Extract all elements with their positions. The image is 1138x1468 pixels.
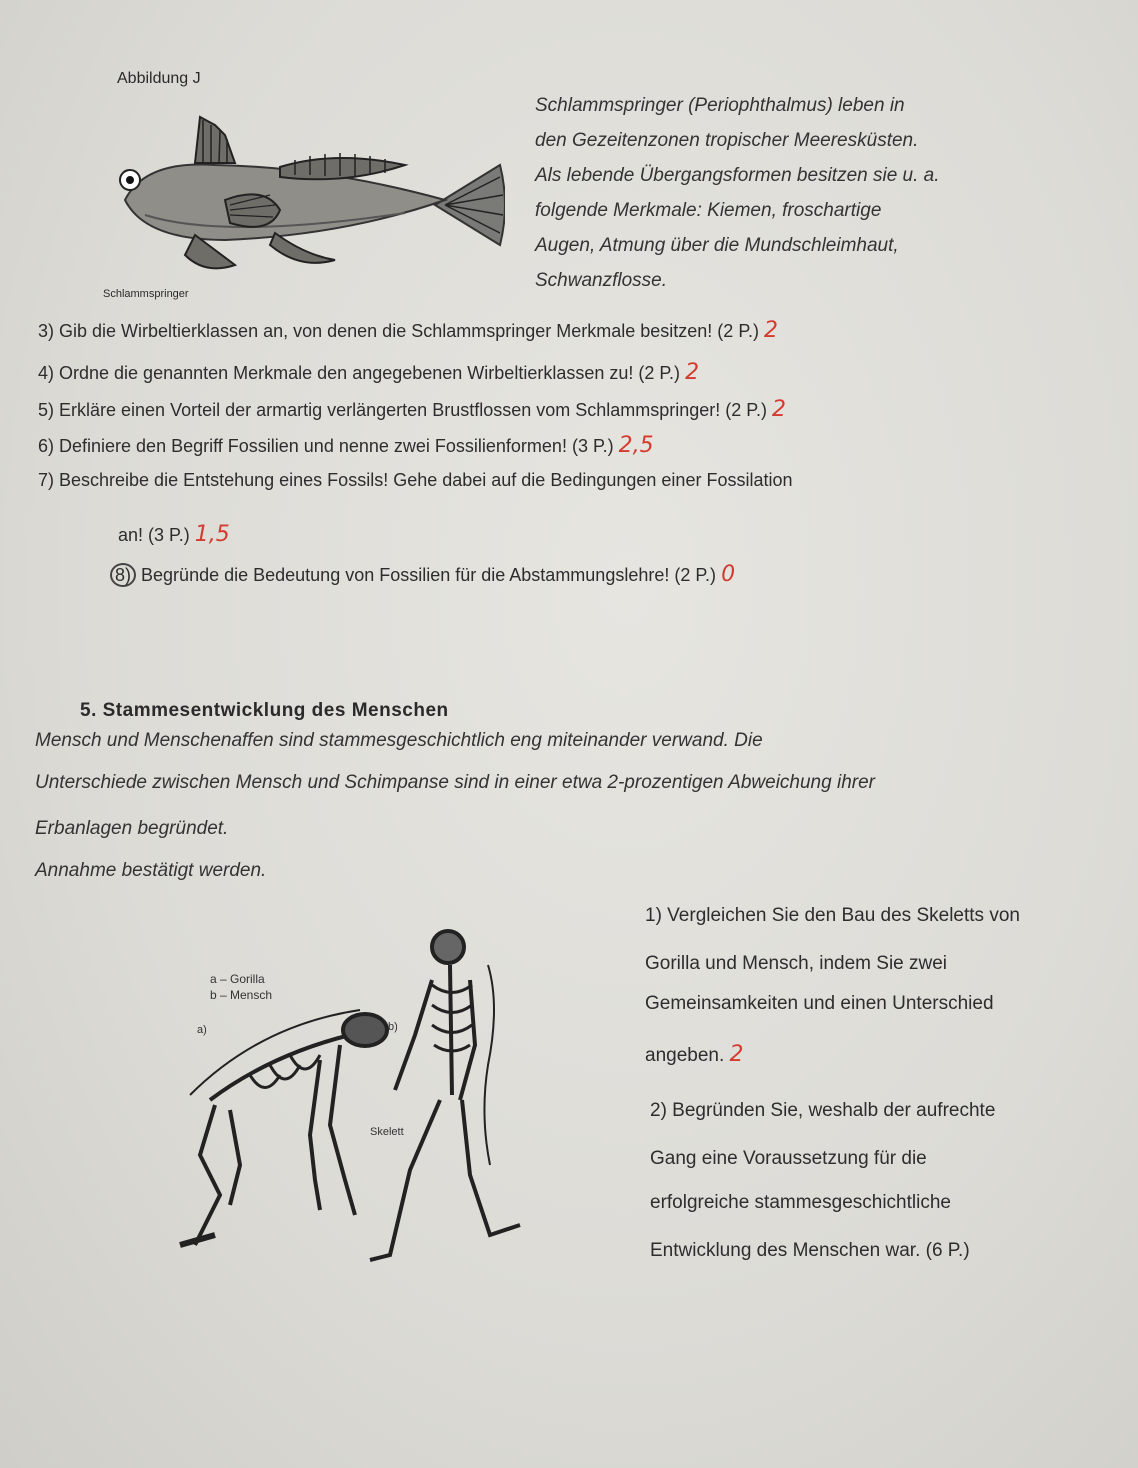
question-text: 6) Definiere den Begriff Fossilien und nenne zwei Fossilienformen! (3 P.) bbox=[38, 436, 614, 456]
question-3 bbox=[38, 318, 778, 343]
intro-line: Augen, Atmung über die Mundschleimhaut, bbox=[535, 235, 899, 256]
skeleton-legend-gorilla: a – Gorilla bbox=[210, 972, 265, 986]
question-6 bbox=[38, 433, 654, 458]
circled-number: 8) bbox=[110, 563, 136, 587]
question-text: an! (3 P.) bbox=[118, 525, 190, 545]
human-skeleton bbox=[370, 931, 520, 1260]
handwritten-score: 1,5 bbox=[194, 522, 230, 547]
gorilla-skeleton bbox=[180, 1010, 387, 1245]
question-5-2-line: 2) Begründen Sie, weshalb der aufrechte bbox=[650, 1100, 996, 1121]
label-skeleton: Skelett bbox=[370, 1126, 404, 1138]
question-text: angeben. bbox=[645, 1045, 725, 1066]
question-text: 3) Gib die Wirbeltierklassen an, von denen die Schlammspringer Merkmale besitzen! (2 P.) bbox=[38, 321, 759, 341]
intro-line: den Gezeitenzonen tropischer Meeresküsten. bbox=[535, 130, 919, 151]
question-5-1-line: Gorilla und Mensch, indem Sie zwei bbox=[645, 953, 948, 974]
intro-line: Schwanzflosse. bbox=[535, 270, 668, 291]
label-a: a) bbox=[197, 1024, 207, 1036]
question-text: 5) Erkläre einen Vorteil der armartig verlängerten Brustflossen vom Schlammspringer! (2 P.) bbox=[38, 400, 767, 420]
intro-paragraph bbox=[535, 88, 1095, 298]
question-5-1-line bbox=[645, 1042, 744, 1067]
intro-line: Schlammspringer (Periophthalmus) leben in bbox=[535, 95, 905, 116]
question-text: 4) Ordne die genannten Merkmale den angegebenen Wirbeltierklassen zu! (2 P.) bbox=[38, 363, 681, 383]
section-paragraph-line: Mensch und Menschenaffen sind stammesgeschichtlich eng miteinander verwand. Die bbox=[35, 730, 763, 751]
section-paragraph-line: Annahme bestätigt werden. bbox=[35, 860, 267, 881]
question-5-2-line: Entwicklung des Menschen war. (6 P.) bbox=[650, 1240, 970, 1261]
figure-label: Abbildung J bbox=[117, 70, 201, 87]
skeleton-illustration bbox=[170, 925, 550, 1265]
figure-caption: Schlammspringer bbox=[103, 288, 189, 300]
question-8 bbox=[110, 562, 735, 587]
handwritten-score: 2 bbox=[764, 318, 779, 343]
question-7-continued bbox=[118, 522, 230, 547]
handwritten-score: 2 bbox=[729, 1042, 744, 1067]
question-5-2-line: Gang eine Voraussetzung für die bbox=[650, 1148, 927, 1169]
section-paragraph-line: Unterschiede zwischen Mensch und Schimpanse sind in einer etwa 2-prozentigen Abweichung ihrer bbox=[35, 772, 875, 793]
handwritten-score: 0 bbox=[721, 562, 736, 587]
section-paragraph-line: Erbanlagen begründet. bbox=[35, 818, 229, 839]
question-4 bbox=[38, 360, 699, 385]
intro-line: folgende Merkmale: Kiemen, froschartige bbox=[535, 200, 882, 221]
question-5 bbox=[38, 397, 786, 422]
question-text: 7) Beschreibe die Entstehung eines Fossils! Gehe dabei auf die Bedingungen einer Fossilation bbox=[38, 470, 793, 490]
mudskipper-illustration bbox=[105, 105, 505, 295]
intro-line: Als lebende Übergangsformen besitzen sie u. a. bbox=[535, 165, 940, 186]
section-title: 5. Stammesentwicklung des Menschen bbox=[80, 700, 449, 721]
handwritten-score: 2 bbox=[685, 360, 700, 385]
question-5-1-line: Gemeinsamkeiten und einen Unterschied bbox=[645, 993, 994, 1014]
question-text: Begründe die Bedeutung von Fossilien für die Abstammungslehre! (2 P.) bbox=[141, 565, 717, 585]
question-5-2-line: erfolgreiche stammesgeschichtliche bbox=[650, 1192, 951, 1213]
skeleton-legend-human: b – Mensch bbox=[210, 988, 273, 1002]
question-7 bbox=[38, 470, 792, 491]
label-b: b) bbox=[388, 1021, 398, 1033]
handwritten-score: 2,5 bbox=[618, 433, 654, 458]
handwritten-score: 2 bbox=[772, 397, 786, 422]
question-5-1-line: 1) Vergleichen Sie den Bau des Skeletts von bbox=[645, 905, 1020, 926]
